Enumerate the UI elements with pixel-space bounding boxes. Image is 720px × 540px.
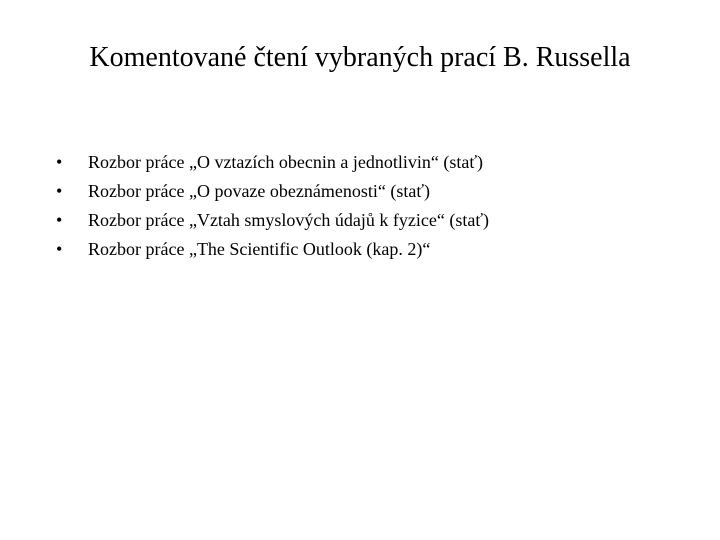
list-item <box>56 235 489 264</box>
slide-title: Komentované čtení vybraných prací B. Russella <box>89 42 631 73</box>
list-item-text: Rozbor práce „Vztah smyslových údajů k fyzice“ (stať) <box>88 210 490 230</box>
bullet-icon: • <box>56 239 63 259</box>
list-item <box>56 206 489 235</box>
list-item <box>56 177 489 206</box>
bullet-list <box>56 148 489 264</box>
list-item <box>56 148 489 177</box>
list-item-text: Rozbor práce „O vztazích obecnin a jednotlivin“ (stať) <box>88 152 484 172</box>
list-item-text: Rozbor práce „The Scientific Outlook (kap. 2)“ <box>88 239 431 259</box>
list-item-text: Rozbor práce „O povaze obeznámenosti“ (stať) <box>88 181 431 201</box>
bullet-icon: • <box>56 210 63 230</box>
bullet-icon: • <box>56 181 63 201</box>
bullet-icon: • <box>56 152 63 172</box>
